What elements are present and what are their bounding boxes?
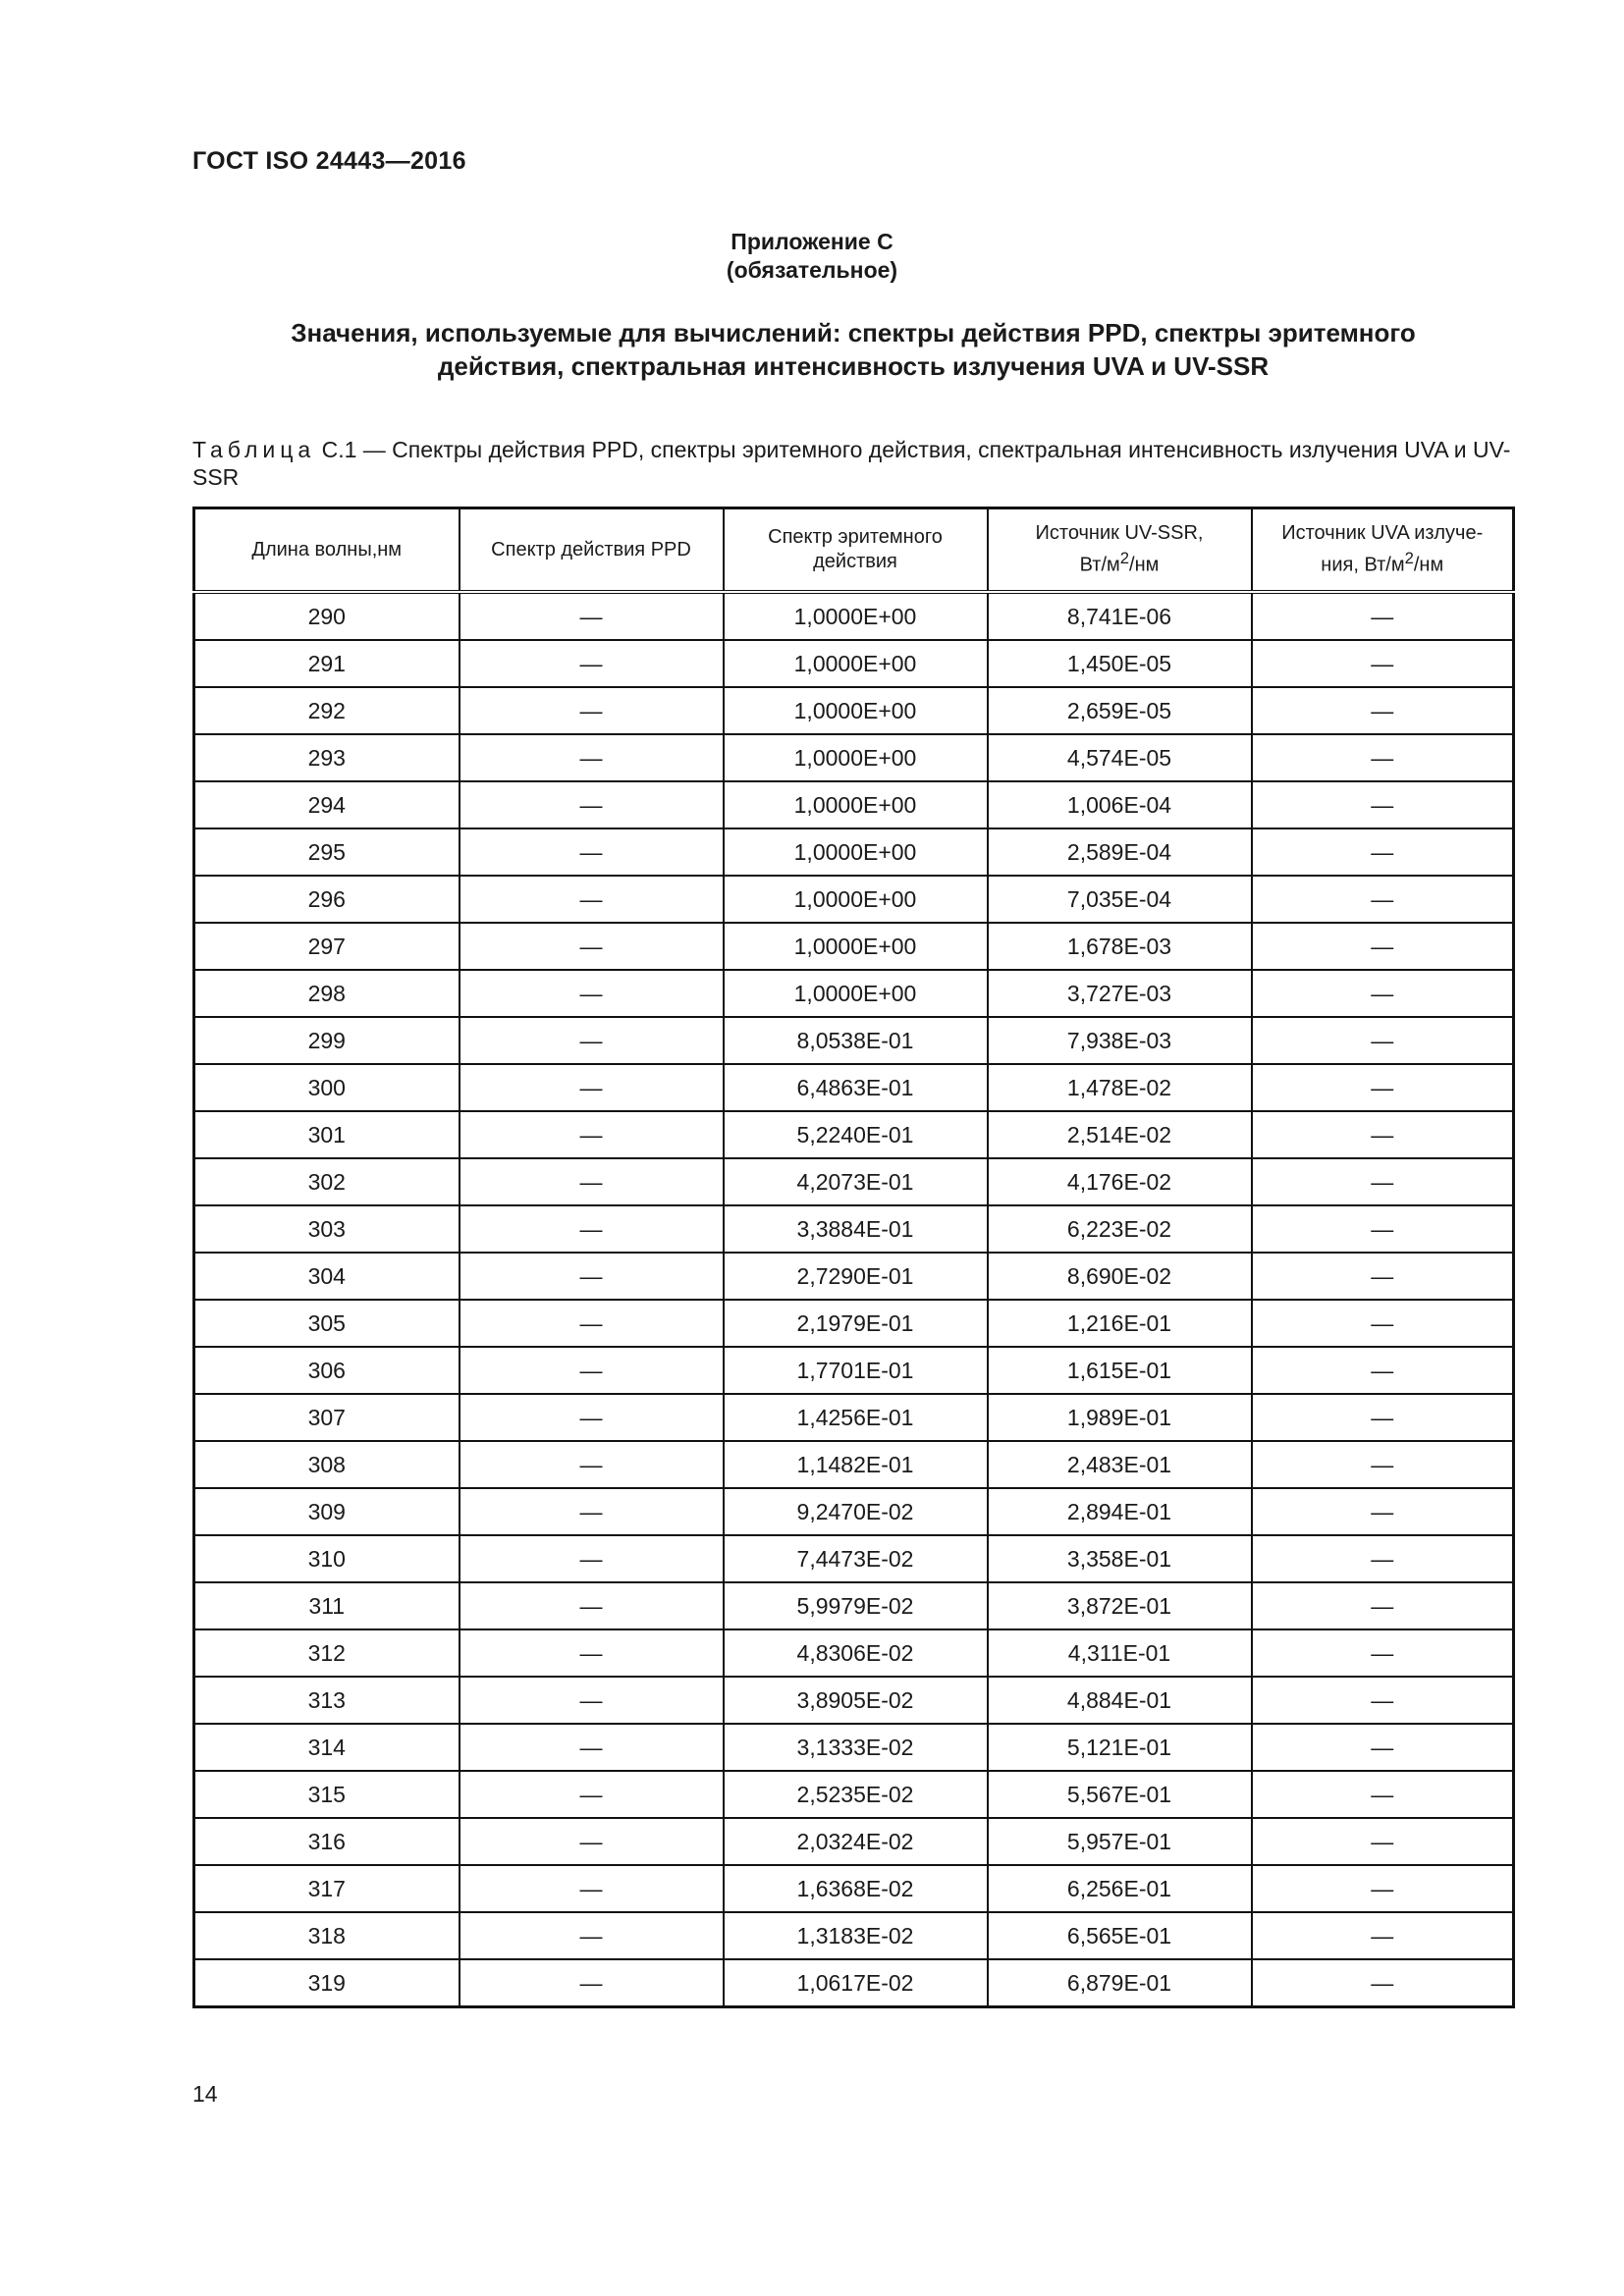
header-wavelength: Длина волны,нм <box>194 508 460 593</box>
table-row <box>194 1629 1514 1677</box>
cell-ppd: — <box>460 970 724 1017</box>
table-row <box>194 1677 1514 1724</box>
cell-uv-ssr: 6,879E-01 <box>988 1959 1252 2007</box>
cell-uva: — <box>1252 1347 1514 1394</box>
cell-wavelength: 319 <box>194 1959 460 2007</box>
cell-ppd: — <box>460 1488 724 1535</box>
table-row <box>194 1253 1514 1300</box>
table-row <box>194 1488 1514 1535</box>
cell-uva: — <box>1252 1959 1514 2007</box>
cell-ppd: — <box>460 1724 724 1771</box>
cell-uva: — <box>1252 970 1514 1017</box>
table-row <box>194 1300 1514 1347</box>
cell-erythema: 1,6368E-02 <box>724 1865 988 1912</box>
cell-uva: — <box>1252 1300 1514 1347</box>
cell-wavelength: 303 <box>194 1205 460 1253</box>
cell-uv-ssr: 4,311E-01 <box>988 1629 1252 1677</box>
cell-uva: — <box>1252 1064 1514 1111</box>
cell-erythema: 4,8306E-02 <box>724 1629 988 1677</box>
cell-wavelength: 317 <box>194 1865 460 1912</box>
cell-uv-ssr: 7,035E-04 <box>988 876 1252 923</box>
table-row <box>194 1394 1514 1441</box>
table-row <box>194 1818 1514 1865</box>
cell-wavelength: 293 <box>194 734 460 781</box>
table-row <box>194 970 1514 1017</box>
table-row <box>194 687 1514 734</box>
table-row <box>194 734 1514 781</box>
cell-ppd: — <box>460 1818 724 1865</box>
cell-ppd: — <box>460 1677 724 1724</box>
cell-erythema: 1,7701E-01 <box>724 1347 988 1394</box>
cell-erythema: 1,4256E-01 <box>724 1394 988 1441</box>
cell-wavelength: 318 <box>194 1912 460 1959</box>
cell-wavelength: 306 <box>194 1347 460 1394</box>
cell-erythema: 2,0324E-02 <box>724 1818 988 1865</box>
cell-uva: — <box>1252 923 1514 970</box>
header-uv-ssr-source: Источник UV-SSR, $Вт/м^2/нм$ <box>988 508 1252 593</box>
cell-ppd: — <box>460 734 724 781</box>
cell-uva: — <box>1252 1629 1514 1677</box>
cell-uva: — <box>1252 592 1514 640</box>
table-header-row <box>194 508 1514 593</box>
cell-uv-ssr: 5,567E-01 <box>988 1771 1252 1818</box>
cell-erythema: 8,0538E-01 <box>724 1017 988 1064</box>
cell-uv-ssr: 1,615E-01 <box>988 1347 1252 1394</box>
cell-uva: — <box>1252 1865 1514 1912</box>
table-row <box>194 781 1514 828</box>
cell-uva: — <box>1252 1535 1514 1582</box>
cell-ppd: — <box>460 1959 724 2007</box>
cell-uv-ssr: 4,176E-02 <box>988 1158 1252 1205</box>
table-row <box>194 1865 1514 1912</box>
cell-uva: — <box>1252 1912 1514 1959</box>
cell-ppd: — <box>460 876 724 923</box>
cell-uva: — <box>1252 1253 1514 1300</box>
cell-wavelength: 316 <box>194 1818 460 1865</box>
cell-uva: — <box>1252 876 1514 923</box>
table-row <box>194 828 1514 876</box>
cell-ppd: — <box>460 640 724 687</box>
cell-uva: — <box>1252 1205 1514 1253</box>
cell-uv-ssr: 3,727E-03 <box>988 970 1252 1017</box>
cell-uv-ssr: 1,989E-01 <box>988 1394 1252 1441</box>
cell-ppd: — <box>460 687 724 734</box>
cell-uva: — <box>1252 1582 1514 1629</box>
cell-ppd: — <box>460 1394 724 1441</box>
cell-ppd: — <box>460 781 724 828</box>
cell-erythema: 3,3884E-01 <box>724 1205 988 1253</box>
cell-uva: — <box>1252 1488 1514 1535</box>
cell-erythema: 5,9979E-02 <box>724 1582 988 1629</box>
cell-erythema: 2,7290E-01 <box>724 1253 988 1300</box>
cell-uv-ssr: 8,690E-02 <box>988 1253 1252 1300</box>
cell-wavelength: 309 <box>194 1488 460 1535</box>
cell-erythema: 1,0000E+00 <box>724 923 988 970</box>
spectra-table <box>192 507 1515 2008</box>
document-code: ГОСТ ISO 24443—2016 <box>192 147 466 175</box>
cell-erythema: 1,0000E+00 <box>724 970 988 1017</box>
cell-wavelength: 299 <box>194 1017 460 1064</box>
table-caption-label: Таблица <box>192 437 316 462</box>
cell-wavelength: 290 <box>194 592 460 640</box>
cell-uv-ssr: 6,565E-01 <box>988 1912 1252 1959</box>
cell-wavelength: 300 <box>194 1064 460 1111</box>
cell-erythema: 1,0617E-02 <box>724 1959 988 2007</box>
section-heading <box>192 316 1514 383</box>
table-row <box>194 1111 1514 1158</box>
table-row <box>194 592 1514 640</box>
table-row <box>194 1535 1514 1582</box>
cell-uv-ssr: 2,589E-04 <box>988 828 1252 876</box>
cell-wavelength: 313 <box>194 1677 460 1724</box>
cell-erythema: 6,4863E-01 <box>724 1064 988 1111</box>
cell-erythema: 9,2470E-02 <box>724 1488 988 1535</box>
cell-uv-ssr: 1,450E-05 <box>988 640 1252 687</box>
section-heading-line-2: действия, спектральная интенсивность излучения UVA и UV-SSR <box>437 351 1270 381</box>
header-ppd-spectrum: Спектр действия PPD <box>460 508 724 593</box>
cell-ppd: — <box>460 1347 724 1394</box>
cell-ppd: — <box>460 923 724 970</box>
cell-erythema: 1,0000E+00 <box>724 640 988 687</box>
cell-wavelength: 314 <box>194 1724 460 1771</box>
cell-erythema: 2,5235E-02 <box>724 1771 988 1818</box>
cell-uva: — <box>1252 828 1514 876</box>
cell-wavelength: 304 <box>194 1253 460 1300</box>
cell-ppd: — <box>460 1253 724 1300</box>
cell-erythema: 1,0000E+00 <box>724 781 988 828</box>
cell-wavelength: 301 <box>194 1111 460 1158</box>
cell-uv-ssr: 5,121E-01 <box>988 1724 1252 1771</box>
cell-ppd: — <box>460 592 724 640</box>
cell-uv-ssr: 1,006E-04 <box>988 781 1252 828</box>
cell-uv-ssr: 1,678E-03 <box>988 923 1252 970</box>
table-caption-text: С.1 — Спектры действия PPD, спектры эритемного действия, спектральная интенсивность излучения UVA и UV-SSR <box>192 437 1511 490</box>
cell-ppd: — <box>460 1771 724 1818</box>
cell-wavelength: 297 <box>194 923 460 970</box>
cell-wavelength: 302 <box>194 1158 460 1205</box>
cell-uv-ssr: 1,478E-02 <box>988 1064 1252 1111</box>
table-row <box>194 1771 1514 1818</box>
cell-erythema: 3,8905E-02 <box>724 1677 988 1724</box>
cell-uv-ssr: 3,872E-01 <box>988 1582 1252 1629</box>
cell-wavelength: 307 <box>194 1394 460 1441</box>
page-number: 14 <box>192 2081 218 2107</box>
cell-uva: — <box>1252 1394 1514 1441</box>
cell-uva: — <box>1252 1441 1514 1488</box>
table-row <box>194 1347 1514 1394</box>
cell-uv-ssr: 2,894E-01 <box>988 1488 1252 1535</box>
cell-ppd: — <box>460 1064 724 1111</box>
cell-uv-ssr: 3,358E-01 <box>988 1535 1252 1582</box>
cell-uva: — <box>1252 1771 1514 1818</box>
cell-uva: — <box>1252 1677 1514 1724</box>
table-row <box>194 1582 1514 1629</box>
header-uva-source: Источник UVA излуче- ния, $Вт/м^2/нм$ <box>1252 508 1514 593</box>
cell-uva: — <box>1252 781 1514 828</box>
table-row <box>194 1959 1514 2007</box>
cell-erythema: 3,1333E-02 <box>724 1724 988 1771</box>
cell-uva: — <box>1252 1158 1514 1205</box>
cell-uva: — <box>1252 687 1514 734</box>
cell-ppd: — <box>460 1441 724 1488</box>
table-body <box>194 592 1514 2007</box>
cell-ppd: — <box>460 1111 724 1158</box>
annex-status: (обязательное) <box>726 257 898 283</box>
cell-uva: — <box>1252 1724 1514 1771</box>
cell-uva: — <box>1252 1111 1514 1158</box>
cell-ppd: — <box>460 1017 724 1064</box>
header-erythema-spectrum: Спектр эритемного действия <box>724 508 988 593</box>
cell-erythema: 1,3183E-02 <box>724 1912 988 1959</box>
cell-erythema: 1,0000E+00 <box>724 734 988 781</box>
section-heading-line-1: Значения, используемые для вычислений: спектры действия PPD, спектры эритемного <box>291 318 1416 347</box>
cell-erythema: 1,0000E+00 <box>724 876 988 923</box>
cell-uv-ssr: 4,884E-01 <box>988 1677 1252 1724</box>
cell-wavelength: 298 <box>194 970 460 1017</box>
cell-ppd: — <box>460 1629 724 1677</box>
cell-uva: — <box>1252 640 1514 687</box>
cell-uv-ssr: 6,256E-01 <box>988 1865 1252 1912</box>
cell-wavelength: 308 <box>194 1441 460 1488</box>
table-row <box>194 1724 1514 1771</box>
table-row <box>194 640 1514 687</box>
cell-uv-ssr: 1,216E-01 <box>988 1300 1252 1347</box>
cell-erythema: 1,1482E-01 <box>724 1441 988 1488</box>
cell-erythema: 1,0000E+00 <box>724 828 988 876</box>
cell-erythema: 4,2073E-01 <box>724 1158 988 1205</box>
cell-wavelength: 310 <box>194 1535 460 1582</box>
cell-erythema: 1,0000E+00 <box>724 592 988 640</box>
cell-wavelength: 311 <box>194 1582 460 1629</box>
table-caption <box>192 436 1528 491</box>
cell-uv-ssr: 2,483E-01 <box>988 1441 1252 1488</box>
cell-uva: — <box>1252 1017 1514 1064</box>
cell-uv-ssr: 2,659E-05 <box>988 687 1252 734</box>
cell-ppd: — <box>460 1535 724 1582</box>
cell-wavelength: 295 <box>194 828 460 876</box>
cell-ppd: — <box>460 828 724 876</box>
cell-wavelength: 315 <box>194 1771 460 1818</box>
cell-erythema: 7,4473E-02 <box>724 1535 988 1582</box>
cell-erythema: 5,2240E-01 <box>724 1111 988 1158</box>
cell-wavelength: 294 <box>194 781 460 828</box>
cell-uv-ssr: 7,938E-03 <box>988 1017 1252 1064</box>
cell-uv-ssr: 8,741E-06 <box>988 592 1252 640</box>
cell-ppd: — <box>460 1865 724 1912</box>
cell-wavelength: 296 <box>194 876 460 923</box>
cell-ppd: — <box>460 1300 724 1347</box>
cell-uv-ssr: 4,574E-05 <box>988 734 1252 781</box>
cell-ppd: — <box>460 1158 724 1205</box>
cell-ppd: — <box>460 1205 724 1253</box>
cell-ppd: — <box>460 1582 724 1629</box>
cell-uv-ssr: 5,957E-01 <box>988 1818 1252 1865</box>
table-row <box>194 1912 1514 1959</box>
table-row <box>194 923 1514 970</box>
table-row <box>194 1441 1514 1488</box>
cell-wavelength: 292 <box>194 687 460 734</box>
cell-erythema: 2,1979E-01 <box>724 1300 988 1347</box>
cell-uv-ssr: 6,223E-02 <box>988 1205 1252 1253</box>
cell-uv-ssr: 2,514E-02 <box>988 1111 1252 1158</box>
cell-uva: — <box>1252 1818 1514 1865</box>
table-row <box>194 1158 1514 1205</box>
table-row <box>194 876 1514 923</box>
cell-ppd: — <box>460 1912 724 1959</box>
table-row <box>194 1064 1514 1111</box>
cell-uva: — <box>1252 734 1514 781</box>
cell-erythema: 1,0000E+00 <box>724 687 988 734</box>
cell-wavelength: 305 <box>194 1300 460 1347</box>
table-row <box>194 1205 1514 1253</box>
annex-title: Приложение С <box>731 229 893 254</box>
table-row <box>194 1017 1514 1064</box>
cell-wavelength: 312 <box>194 1629 460 1677</box>
cell-wavelength: 291 <box>194 640 460 687</box>
